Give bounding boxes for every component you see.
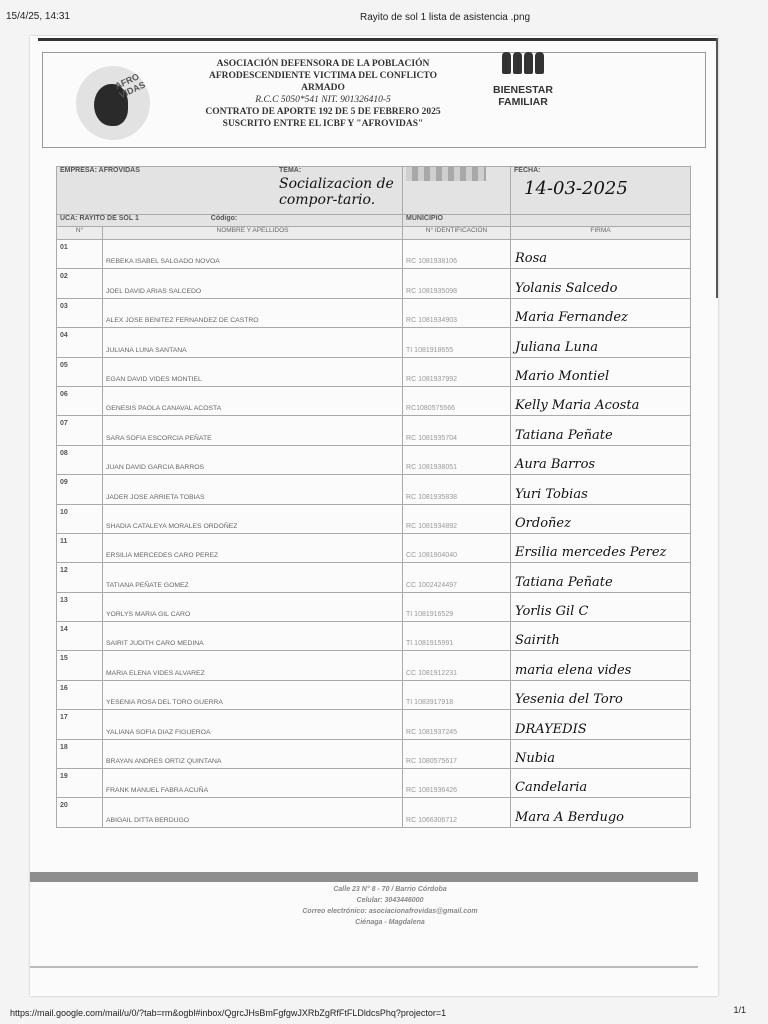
attendance-rows xyxy=(57,240,691,828)
participant-id: TI 1081918655 xyxy=(403,328,511,357)
row-number: 07 xyxy=(57,416,103,445)
participant-name: MARIA ELENA VIDES ALVAREZ xyxy=(103,651,403,680)
row-number: 09 xyxy=(57,475,103,504)
participant-signature: Yolanis Salcedo xyxy=(511,269,691,298)
table-row xyxy=(57,739,691,768)
print-header xyxy=(0,0,768,30)
print-title: Rayito de sol 1 lista de asistencia .png xyxy=(360,12,531,23)
table-row xyxy=(57,328,691,357)
participant-name: SAIRIT JUDITH CARO MEDINA xyxy=(103,622,403,651)
participant-id: RC1080575566 xyxy=(403,386,511,415)
participant-name: YESENIA ROSA DEL TORO GUERRA xyxy=(103,680,403,709)
row-number: 17 xyxy=(57,710,103,739)
participant-id: TI 1083917918 xyxy=(403,680,511,709)
meta-row xyxy=(57,167,691,215)
participant-id: RC 1081936426 xyxy=(403,769,511,798)
participant-name: JADER JOSE ARRIETA TOBIAS xyxy=(103,475,403,504)
col-id: N° IDENTIFICACIÓN xyxy=(403,227,511,240)
row-number: 14 xyxy=(57,622,103,651)
table-row xyxy=(57,357,691,386)
participant-signature: Juliana Luna xyxy=(511,328,691,357)
table-row xyxy=(57,269,691,298)
participant-name: YALIANA SOFIA DIAZ FIGUEROA xyxy=(103,710,403,739)
row-number: 08 xyxy=(57,445,103,474)
family-icon xyxy=(484,52,562,74)
col-name: NOMBRE Y APELLIDOS xyxy=(103,227,403,240)
contact-email: Correo electrónico: asociacionafrovidas@gmail.com xyxy=(302,908,478,915)
participant-id: RC 1081938106 xyxy=(403,240,511,269)
print-date: 15/4/25, 14:31 xyxy=(6,11,70,22)
participant-signature: Ersilia mercedes Perez xyxy=(511,533,691,562)
organization-block xyxy=(180,58,466,130)
row-number: 12 xyxy=(57,563,103,592)
participant-id: RC 1081935098 xyxy=(403,269,511,298)
participant-id: TI 1081916529 xyxy=(403,592,511,621)
table-row xyxy=(57,769,691,798)
col-num: N° xyxy=(57,227,103,240)
row-number: 19 xyxy=(57,769,103,798)
org-line: AFRODESCENDIENTE VICTIMA DEL CONFLICTO xyxy=(209,71,437,81)
codigo-label: Código: xyxy=(210,215,238,222)
org-line: ASOCIACIÓN DEFENSORA DE LA POBLACIÓN xyxy=(216,59,430,69)
municipio-label: MUNICIPIO xyxy=(406,215,443,222)
attendance-table xyxy=(56,166,691,828)
row-number: 13 xyxy=(57,592,103,621)
org-line: SUSCRITO ENTRE EL ICBF Y "AFROVIDAS" xyxy=(222,119,424,129)
scan-edge-line-right xyxy=(716,38,718,298)
row-number: 10 xyxy=(57,504,103,533)
bottom-divider xyxy=(30,966,698,968)
contact-address: Calle 23 N° 8 - 70 / Barrio Córdoba xyxy=(333,886,447,893)
participant-signature: DRAYEDIS xyxy=(511,710,691,739)
participant-id: TI 1081915991 xyxy=(403,622,511,651)
participant-signature: Rosa xyxy=(511,240,691,269)
participant-id: RC 1081937245 xyxy=(403,710,511,739)
org-line: ARMADO xyxy=(301,83,345,93)
participant-id: RC 1081935704 xyxy=(403,416,511,445)
participant-signature: Mario Montiel xyxy=(511,357,691,386)
table-row xyxy=(57,240,691,269)
empresa-cell xyxy=(57,167,403,215)
participant-id: CC 1002424497 xyxy=(403,563,511,592)
row-number: 18 xyxy=(57,739,103,768)
participant-name: BRAYAN ANDRES ORTIZ QUINTANA xyxy=(103,739,403,768)
contact-block xyxy=(180,884,600,928)
participant-signature: Sairith xyxy=(511,622,691,651)
participant-name: SARA SOFIA ESCORCIA PEÑATE xyxy=(103,416,403,445)
bienestar-familiar-logo xyxy=(484,52,562,108)
table-row xyxy=(57,563,691,592)
fecha-label: FECHA: xyxy=(514,167,541,174)
table-row xyxy=(57,710,691,739)
row-number: 15 xyxy=(57,651,103,680)
participant-name: REBEKA ISABEL SALGADO NOVOA xyxy=(103,240,403,269)
row-number: 02 xyxy=(57,269,103,298)
print-page: 1/1 xyxy=(733,1005,746,1015)
participant-signature: Yorlis Gil C xyxy=(511,592,691,621)
row-number: 06 xyxy=(57,386,103,415)
table-row xyxy=(57,651,691,680)
participant-signature: Ordoñez xyxy=(511,504,691,533)
uca-row xyxy=(57,215,691,227)
print-url: https://mail.google.com/mail/u/0/?tab=rm&ogbl#inbox/QgrcJHsBmFgfgwJXRbZgRfFtFLDldcsPhq?projector=1 xyxy=(10,1008,447,1018)
row-number: 11 xyxy=(57,533,103,562)
table-row xyxy=(57,416,691,445)
participant-name: JUAN DAVID GARCIA BARROS xyxy=(103,445,403,474)
table-row xyxy=(57,533,691,562)
participant-signature: Candelaria xyxy=(511,769,691,798)
municipio-cell xyxy=(403,215,511,227)
participant-name: ALEX JOSE BENITEZ FERNANDEZ DE CASTRO xyxy=(103,298,403,327)
fecha-value: 14-03-2025 xyxy=(524,178,628,199)
participant-id: CC 1081912231 xyxy=(403,651,511,680)
participant-signature: Yuri Tobias xyxy=(511,475,691,504)
brand-line: BIENESTAR xyxy=(493,84,553,96)
participant-signature: Maria Fernandez xyxy=(511,298,691,327)
column-header-row xyxy=(57,227,691,240)
redaction-blur xyxy=(406,167,486,181)
tema-label: TEMA: xyxy=(279,167,302,174)
table-row xyxy=(57,298,691,327)
uca-cell xyxy=(57,215,403,227)
logo-text: AFRO VIDAS xyxy=(113,71,147,101)
participant-id: RC 1066306712 xyxy=(403,798,511,827)
participant-signature: Kelly Maria Acosta xyxy=(511,386,691,415)
contact-phone: Celular: 3043446000 xyxy=(356,897,424,904)
participant-signature: Tatiana Peñate xyxy=(511,416,691,445)
brand-line: FAMILIAR xyxy=(498,96,548,108)
row-number: 20 xyxy=(57,798,103,827)
participant-id: RC 1081934903 xyxy=(403,298,511,327)
uca-label: UCA: RAYITO DE SOL 1 xyxy=(60,215,139,222)
empresa-label: EMPRESA: AFROVIDAS xyxy=(60,167,140,174)
attendance-sheet xyxy=(30,36,718,996)
table-row xyxy=(57,798,691,827)
participant-signature: maria elena vides xyxy=(511,651,691,680)
print-footer xyxy=(0,1002,768,1024)
participant-signature: Tatiana Peñate xyxy=(511,563,691,592)
participant-id: CC 1081904040 xyxy=(403,533,511,562)
participant-id: RC 1081935838 xyxy=(403,475,511,504)
tema-block xyxy=(279,167,399,208)
contact-city: Ciénaga - Magdalena xyxy=(355,919,425,926)
org-nit: R.C.C 5050*541 NIT. 901326410-5 xyxy=(255,95,391,105)
participant-id: RC 1081937992 xyxy=(403,357,511,386)
table-row xyxy=(57,475,691,504)
col-sig: FIRMA xyxy=(511,227,691,240)
row-number: 03 xyxy=(57,298,103,327)
participant-id: RC 1081934892 xyxy=(403,504,511,533)
table-row xyxy=(57,680,691,709)
participant-id: RC 1080575617 xyxy=(403,739,511,768)
footer-bar xyxy=(30,872,698,882)
afrovidas-logo xyxy=(76,66,150,140)
participant-name: ERSILIA MERCEDES CARO PEREZ xyxy=(103,533,403,562)
participant-id: RC 1081938051 xyxy=(403,445,511,474)
participant-name: EGAN DAVID VIDES MONTIEL xyxy=(103,357,403,386)
table-row xyxy=(57,504,691,533)
table-row xyxy=(57,386,691,415)
table-row xyxy=(57,592,691,621)
fecha-cell xyxy=(511,167,691,215)
participant-name: JULIANA LUNA SANTANA xyxy=(103,328,403,357)
participant-signature: Mara A Berdugo xyxy=(511,798,691,827)
row-number: 01 xyxy=(57,240,103,269)
scan-edge-line xyxy=(38,38,718,41)
redacted-cell xyxy=(403,167,511,215)
tema-value: Socializacion de compor-tario. xyxy=(279,176,394,208)
participant-name: YORLYS MARIA GIL CARO xyxy=(103,592,403,621)
participant-name: SHADIA CATALEYA MORALES ORDOÑEZ xyxy=(103,504,403,533)
org-line: CONTRATO DE APORTE 192 DE 5 DE FEBRERO 2025 xyxy=(205,107,441,117)
row-number: 04 xyxy=(57,328,103,357)
participant-name: FRANK MANUEL FABRA ACUÑA xyxy=(103,769,403,798)
participant-name: ABIGAIL DITTA BERDUGO xyxy=(103,798,403,827)
participant-name: GENESIS PAOLA CANAVAL ACOSTA xyxy=(103,386,403,415)
participant-name: JOEL DAVID ARIAS SALCEDO xyxy=(103,269,403,298)
participant-signature: Nubia xyxy=(511,739,691,768)
table-row xyxy=(57,445,691,474)
row-number: 05 xyxy=(57,357,103,386)
participant-signature: Yesenia del Toro xyxy=(511,680,691,709)
participant-name: TATIANA PEÑATE GOMEZ xyxy=(103,563,403,592)
row-number: 16 xyxy=(57,680,103,709)
participant-signature: Aura Barros xyxy=(511,445,691,474)
table-row xyxy=(57,622,691,651)
